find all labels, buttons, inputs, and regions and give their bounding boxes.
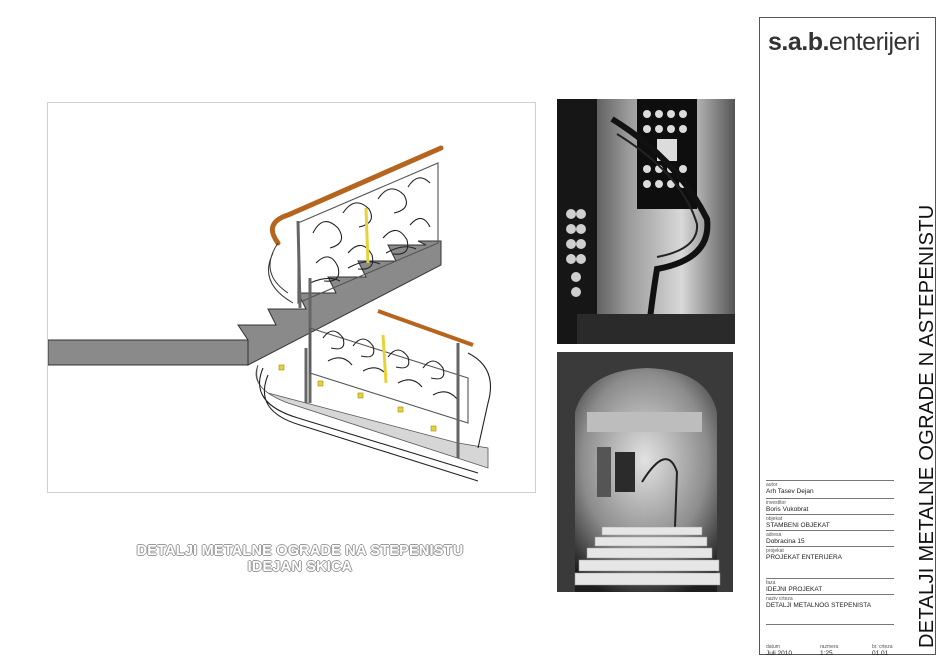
field-scale: razmera 1:25 (820, 644, 839, 657)
bottom-divider (766, 624, 894, 625)
lower-ornament-gold (383, 335, 386, 383)
drawing-caption (90, 543, 510, 575)
company-logo: s.a.b.enterijeri (768, 28, 920, 56)
title-block (759, 17, 936, 655)
field-phase: faza IDEJNI PROJEKAT (766, 578, 894, 594)
landing-slab (48, 340, 248, 365)
field-drawing-name: naziv crteza DETALJI METALNOG STEPENISTA (766, 594, 894, 610)
field-address: adresa Dobracina 15 (766, 530, 894, 546)
field-object: objekat STAMBENI OBJEKAT (766, 514, 894, 530)
lower-handrail (378, 311, 473, 345)
upper-stair-flight (238, 241, 441, 365)
field-investor: investitor Boris Vukobrat (766, 498, 894, 514)
upper-ornament-gold (366, 208, 368, 263)
reference-photo-spiral-stair (557, 99, 735, 344)
field-project: projekat PROJEKAT ENTERIJERA (766, 546, 894, 562)
staircase-3d-sketch (48, 103, 535, 492)
caption-line-1: DETALJI METALNE OGRADE NA STEPENISTU (136, 543, 464, 559)
staircase-drawing (47, 102, 536, 493)
field-drawing-number: br. crteza 01.01 (872, 644, 893, 657)
sheet-title: DETALJI METALNE OGRADE N ASTEPENISTU (916, 204, 938, 648)
field-author: autor Arh Tasev Dejan (766, 480, 894, 496)
reference-photo-stair-hall (557, 352, 733, 592)
field-date: datum Juli 2010 (766, 644, 793, 657)
lower-stair-flight (256, 365, 488, 468)
caption-line-2: IDEJAN SKICA (247, 559, 353, 575)
